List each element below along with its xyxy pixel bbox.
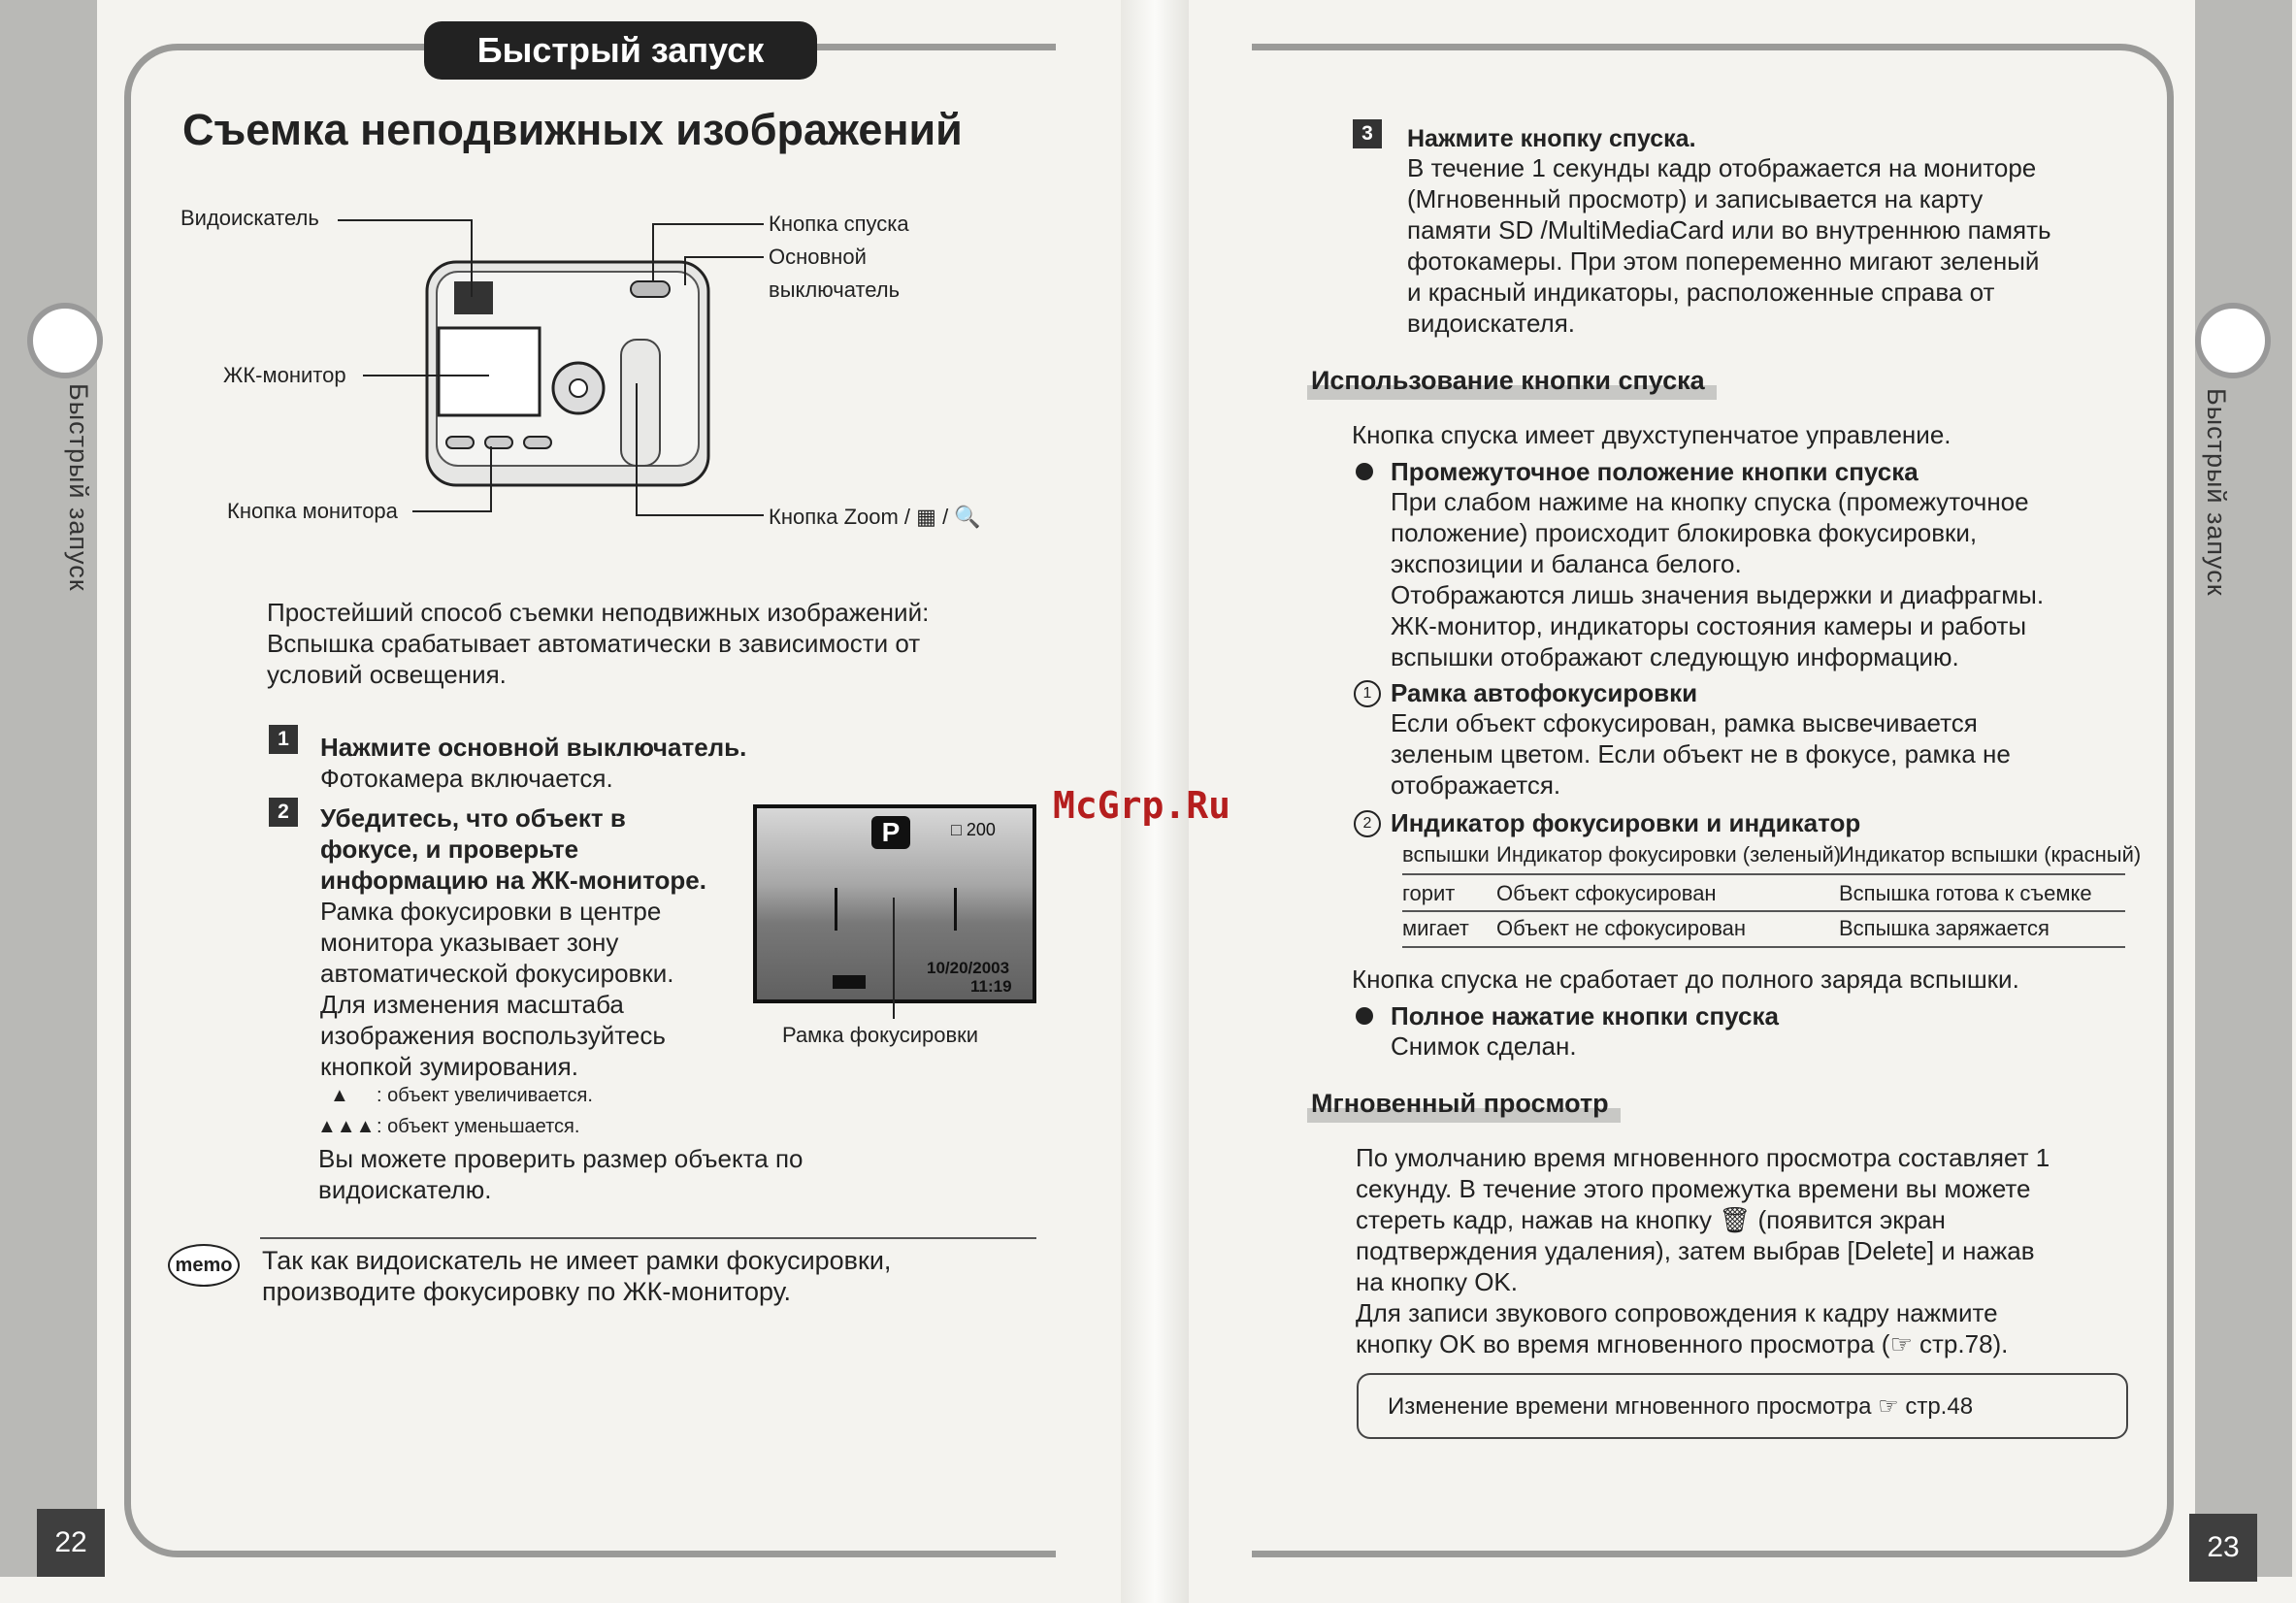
lcd-caption: Рамка фокусировки — [782, 1023, 979, 1047]
step-3-number: 3 — [1353, 119, 1382, 148]
step-2-text — [320, 896, 673, 1082]
item-2-marker: 2 — [1354, 810, 1381, 837]
callout-monitor-button: Кнопка монитора — [227, 499, 398, 523]
review-line-2: секунду. В течение этого промежутка времени вы можете — [1356, 1174, 2031, 1203]
step-1-text: Фотокамера включается. — [320, 764, 613, 793]
section-heading-shutter: Использование кнопки спуска — [1307, 364, 1717, 400]
step-3-text-line-2: (Мгновенный просмотр) и записывается на карту — [1407, 184, 1984, 213]
leader-focus-frame — [893, 898, 895, 1019]
memory-card-icon: □ — [951, 820, 962, 839]
step-3-text-line-6: видоискателя. — [1407, 309, 1576, 338]
step-1-number: 1 — [269, 725, 298, 754]
step-2-title-line-3: информацию на ЖК-мониторе. — [320, 866, 706, 895]
step-2-number: 2 — [269, 798, 298, 827]
table-row-2-state: мигает — [1402, 916, 1469, 940]
full-press-title: Полное нажатие кнопки спуска — [1391, 1001, 1779, 1030]
intro-line-3: условий освещения. — [267, 660, 507, 689]
leader-shutter-h — [652, 223, 764, 225]
battery-icon — [833, 975, 866, 989]
pointing-hand-icon: ☞ — [1889, 1329, 1913, 1358]
leader-lcd — [363, 375, 489, 376]
leader-monitor-h — [412, 510, 490, 512]
step-2-text-line-1: Рамка фокусировки в центре — [320, 897, 662, 926]
leader-shutter-v — [652, 223, 654, 281]
leader-viewfinder-v — [471, 219, 473, 297]
zoom-in-legend — [330, 1085, 593, 1107]
step-2-after-line-1: Вы можете проверить размер объекта по — [318, 1144, 804, 1173]
zoom-out-legend — [317, 1116, 579, 1138]
step-3-text — [1407, 152, 2051, 339]
half-press-line-6: вспышки отображают следующую информацию. — [1391, 642, 1959, 671]
review-line-6: Для записи звукового сопровождения к кадру нажмите — [1356, 1298, 1998, 1327]
half-press-title: Промежуточное положение кнопки спуска — [1391, 457, 1919, 486]
step-2-after — [318, 1143, 804, 1205]
item-1-line-2: зеленым цветом. Если объект не в фокусе, рамка не — [1391, 739, 2011, 769]
memo-icon: memo — [168, 1244, 240, 1287]
right-side-tab-marker — [2195, 303, 2271, 378]
review-line-5: на кнопку OK. — [1356, 1267, 1518, 1296]
three-trees-icon: ▲▲▲ — [317, 1116, 376, 1137]
page-number-left: 22 — [37, 1509, 105, 1577]
callout-zoom-label: Кнопка Zoom / — [769, 505, 911, 529]
magnifier-icon: 🔍 — [954, 505, 981, 529]
viewfinder-window — [454, 281, 493, 314]
leader-monitor-v — [490, 446, 492, 512]
table-row-1-flash: Вспышка готова к съемке — [1839, 881, 2092, 905]
step-3-title: Нажмите кнопку спуска. — [1407, 125, 1696, 152]
camera-illustration — [408, 243, 728, 505]
callout-lcd: ЖК-монитор — [223, 363, 346, 387]
thumbnail-icon: ▦ — [916, 505, 936, 529]
table-row-1-state: горит — [1402, 881, 1456, 905]
callout-zoom-button: Кнопка Zoom / ▦ / 🔍 — [769, 505, 981, 529]
table-header-2: Индикатор вспышки (красный) — [1839, 842, 2142, 867]
review-line-1: По умолчанию время мгновенного просмотра составляет 1 — [1356, 1143, 2050, 1172]
zoom-out-text: : объект уменьшается. — [377, 1116, 580, 1137]
lcd-time: 11:19 — [970, 977, 1012, 996]
callout-viewfinder: Видоискатель — [180, 206, 319, 230]
intro-line-1: Простейший способ съемки неподвижных изображений: — [267, 598, 930, 627]
step-2-text-line-4: Для изменения масштаба — [320, 990, 624, 1019]
table-row-2-flash: Вспышка заряжается — [1839, 916, 2050, 940]
zoom-lever — [621, 340, 660, 466]
page-title: Съемка неподвижных изображений — [182, 105, 963, 154]
step-2-text-line-3: автоматической фокусировки. — [320, 959, 674, 988]
reference-note-box — [1357, 1373, 2128, 1439]
table-rule-2 — [1402, 910, 2125, 912]
review-line-4: подтверждения удаления), затем выбрав [Delete] и нажав — [1356, 1236, 2035, 1265]
item-1-marker: 1 — [1354, 680, 1381, 707]
item-1-line-1: Если объект сфокусирован, рамка высвечивается — [1391, 708, 1978, 737]
reference-note-page: стр.48 — [1905, 1393, 1974, 1420]
table-rule-1 — [1402, 873, 2125, 875]
item-2-title: Индикатор фокусировки и индикатор — [1391, 808, 1861, 837]
bullet-full-press — [1356, 1007, 1373, 1025]
single-tree-icon: ▲ — [330, 1085, 349, 1106]
memo-divider — [260, 1237, 1036, 1239]
trash-icon: 🗑 — [1719, 1205, 1752, 1234]
step-2-title-line-2: фокусе, и проверьте — [320, 834, 579, 864]
left-margin-strip — [0, 0, 97, 1577]
half-press-line-4: Отображаются лишь значения выдержки и диафрагмы. — [1391, 580, 2045, 609]
half-press-line-2: положение) происходит блокировка фокусировки, — [1391, 518, 1978, 547]
leader-zoom-h — [636, 514, 764, 516]
lcd-preview-screen — [753, 804, 1036, 1003]
watermark: McGrp.Ru — [1053, 784, 1231, 827]
reference-note-text: Изменение времени мгновенного просмотра — [1388, 1393, 1872, 1420]
shutter-button — [631, 281, 670, 297]
step-3-text-line-3: памяти SD /MultiMediaCard или во внутреннюю память — [1407, 215, 2051, 245]
instant-review-text — [1356, 1142, 2050, 1359]
lcd-shot-count — [951, 820, 996, 840]
leader-power-v — [684, 256, 686, 285]
bullet-half-press — [1356, 463, 1373, 480]
table-header-1: Индикатор фокусировки (зеленый) — [1496, 842, 1842, 867]
pointing-hand-icon: ☞ — [1878, 1393, 1899, 1420]
memo-text-line-1: Так как видоискатель не имеет рамки фокусировки, — [262, 1246, 892, 1275]
ok-button — [570, 379, 587, 397]
zoom-in-text: : объект увеличивается. — [377, 1085, 593, 1106]
left-side-label: Быстрый запуск — [64, 383, 93, 592]
right-margin-strip — [2195, 0, 2292, 1577]
intro-line-2: Вспышка срабатывает автоматически в зависимости от — [267, 629, 921, 658]
table-row-1-focus: Объект сфокусирован — [1496, 881, 1717, 905]
full-press-text: Снимок сделан. — [1391, 1031, 1577, 1061]
review-line-3a: стереть кадр, нажав на кнопку — [1356, 1205, 1712, 1234]
lcd-panel — [439, 328, 540, 415]
shutter-intro: Кнопка спуска имеет двухступенчатое управление. — [1352, 420, 1952, 449]
lcd-count-value: 200 — [966, 820, 996, 839]
intro-paragraph — [267, 597, 929, 690]
table-row-2-focus: Объект не сфокусирован — [1496, 916, 1747, 940]
table-header-0: вспышки — [1402, 842, 1490, 867]
review-line-7 — [1356, 1328, 2050, 1359]
step-2-title-line-1: Убедитесь, что объект в — [320, 803, 626, 833]
item-1-text — [1391, 707, 2011, 801]
playback-button — [524, 437, 551, 448]
step-3-text-line-1: В течение 1 секунды кадр отображается на мониторе — [1407, 153, 2037, 182]
step-3-text-line-5: и красный индикаторы, расположенные справа от — [1407, 278, 1995, 307]
step-2-after-line-2: видоискателю. — [318, 1175, 492, 1204]
leader-zoom-v — [636, 383, 638, 516]
item-1-line-3: отображается. — [1391, 770, 1561, 800]
leader-viewfinder-h — [338, 219, 471, 221]
half-press-line-1: При слабом нажиме на кнопку спуска (промежуточное — [1391, 487, 2029, 516]
memo-text — [262, 1245, 891, 1307]
review-line-7a: кнопку OK во время мгновенного просмотра ( — [1356, 1329, 1890, 1358]
callout-power-line1: Основной — [769, 245, 867, 269]
lcd-mode-badge: P — [871, 816, 910, 849]
section-heading-instant-review: Мгновенный просмотр — [1307, 1087, 1621, 1123]
step-3-text-line-4: фотокамеры. При этом попеременно мигают зеленый — [1407, 246, 2040, 276]
callout-power-line2: выключатель — [769, 278, 901, 302]
step-2-text-line-2: монитора указывает зону — [320, 928, 619, 957]
focus-frame — [835, 888, 957, 931]
section-tab-title: Быстрый запуск — [424, 21, 817, 80]
memo-text-line-2: производите фокусировку по ЖК-монитору. — [262, 1277, 792, 1306]
left-side-tab-marker — [27, 303, 103, 378]
step-2-title — [320, 802, 706, 896]
step-2-text-line-5: изображения воспользуйтесь — [320, 1021, 666, 1050]
lcd-date: 10/20/2003 — [927, 959, 1010, 977]
half-press-line-3: экспозиции и баланса белого. — [1391, 549, 1742, 578]
review-line-3 — [1356, 1204, 2050, 1235]
table-rule-3 — [1402, 946, 2125, 948]
monitor-button — [446, 437, 474, 448]
callout-shutter: Кнопка спуска — [769, 212, 909, 236]
review-line-3b: (появится экран — [1757, 1205, 1946, 1234]
flash-note: Кнопка спуска не сработает до полного заряда вспышки. — [1352, 965, 2019, 994]
half-press-line-5: ЖК-монитор, индикаторы состояния камеры и работы — [1391, 611, 2027, 640]
item-1-title: Рамка автофокусировки — [1391, 678, 1698, 707]
page-number-right: 23 — [2189, 1514, 2257, 1582]
step-1-title: Нажмите основной выключатель. — [320, 733, 747, 762]
step-2-text-line-6: кнопкой зумирования. — [320, 1052, 578, 1081]
half-press-text — [1391, 486, 2044, 672]
right-side-label: Быстрый запуск — [2202, 388, 2231, 597]
leader-power-h — [684, 256, 764, 258]
review-line-7b: стр.78). — [1919, 1329, 2009, 1358]
